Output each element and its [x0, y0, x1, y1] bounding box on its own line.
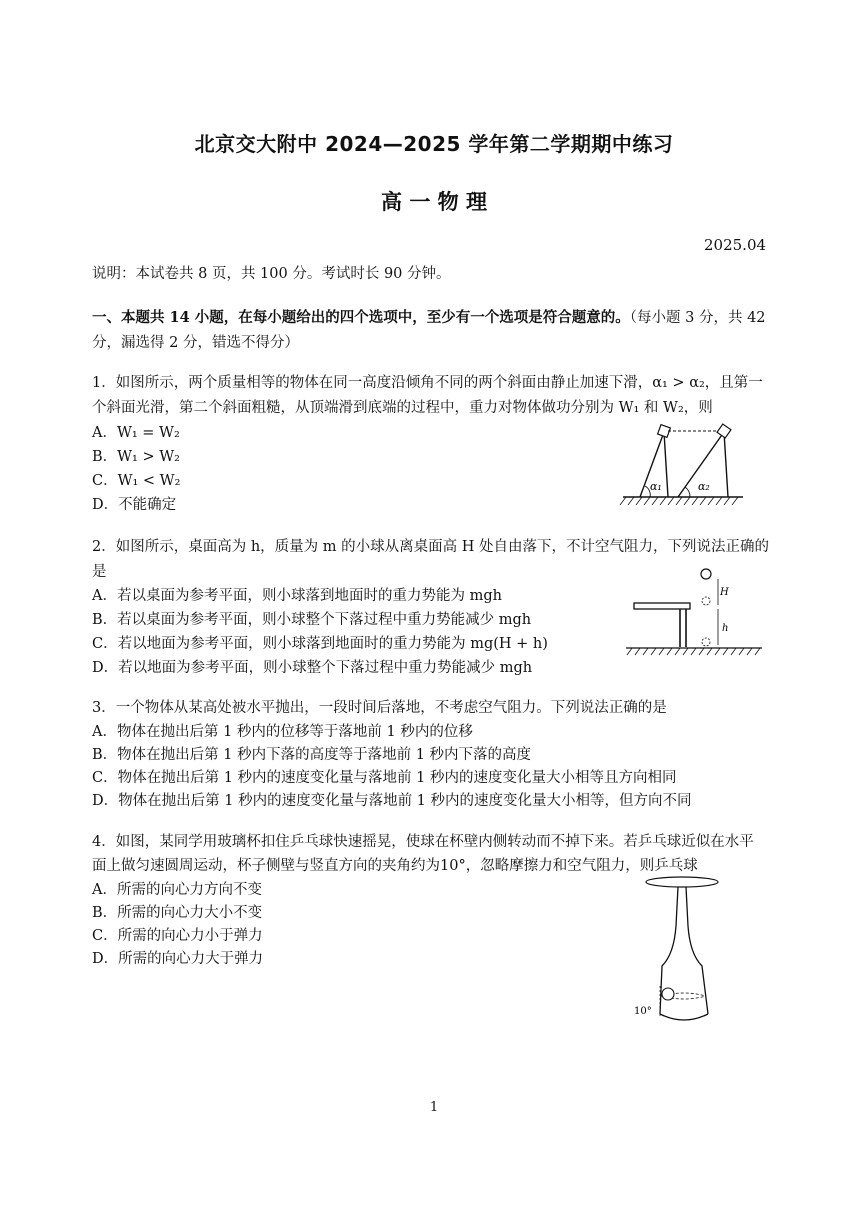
q2-fig-h: h [722, 623, 729, 634]
q1-fig-alpha2: α₂ [698, 480, 710, 493]
q1-option-a: A．W₁ = W₂ [92, 425, 180, 441]
q4-glass-figure [630, 874, 730, 1026]
q2-stem-line2: 是 [92, 564, 107, 580]
section-scoring-b: 分，漏选得 2 分，错选不得分） [92, 335, 299, 351]
q4-stem-line1: 4．如图，某同学用玻璃杯扣住乒乓球快速摇晃，使球在杯壁内侧转动而不掉下来。若乒乓球近似在水平 [92, 834, 754, 850]
section-heading-text: 一、本题共 14 小题，在每小题给出的四个选项中，至少有一个选项是符合题意的。 [92, 309, 630, 326]
q4-option-a: A．所需的向心力方向不变 [92, 882, 262, 898]
q2-stem-line1: 2．如图所示，桌面高为 h，质量为 m 的小球从离桌面高 H 处自由落下，不计空气阻力，下列说法正确的 [92, 539, 770, 555]
q4-option-b: B．所需的向心力大小不变 [92, 905, 263, 921]
q1-option-d: D．不能确定 [92, 497, 177, 513]
q3-option-c: C．物体在抛出后第 1 秒内的速度变化量与落地前 1 秒内的速度变化量大小相等且方向相同 [92, 770, 677, 786]
q2-option-a: A．若以桌面为参考平面，则小球落到地面时的重力势能为 mgh [92, 588, 502, 604]
q4-option-d: D．所需的向心力大于弹力 [92, 951, 264, 967]
exam-date: 2025.04 [704, 236, 767, 254]
q2-fig-H: H [720, 587, 729, 598]
page-number: 1 [429, 1100, 439, 1115]
q3-option-a: A．物体在抛出后第 1 秒内的位移等于落地前 1 秒内的位移 [92, 724, 473, 740]
q1-inclines-figure [618, 420, 748, 510]
q1-fig-alpha1: α₁ [650, 480, 662, 493]
section-scoring-a: （每小题 3 分，共 42 [629, 310, 766, 326]
q1-option-b: B．W₁ > W₂ [92, 449, 180, 465]
exam-note: 说明：本试卷共 8 页，共 100 分。考试时长 90 分钟。 [92, 266, 451, 282]
q3-stem-line1: 3．一个物体从某高处被水平抛出，一段时间后落地，不考虑空气阻力。下列说法正确的是 [92, 700, 667, 716]
q2-option-d: D．若以地面为参考平面，则小球整个下落过程中重力势能减少 mgh [92, 660, 533, 676]
subject-title: 高 一 物 理 [381, 190, 487, 214]
q4-option-c: C．所需的向心力小于弹力 [92, 928, 263, 944]
q3-option-b: B．物体在抛出后第 1 秒内下落的高度等于落地前 1 秒内下落的高度 [92, 747, 532, 763]
exam-title: 北京交大附中 2024—2025 学年第二学期期中练习 [194, 132, 674, 156]
section-heading [92, 306, 766, 327]
q2-option-c: C．若以地面为参考平面，则小球落到地面时的重力势能为 mg(H + h) [92, 636, 548, 652]
q4-stem-line2: 面上做匀速圆周运动，杯子侧壁与竖直方向的夹角约为10°，忽略摩擦力和空气阻力，则乒乓球 [92, 858, 698, 874]
q4-fig-angle: 10° [634, 1006, 652, 1017]
q1-option-c: C．W₁ < W₂ [92, 473, 181, 489]
q2-option-b: B．若以桌面为参考平面，则小球整个下落过程中重力势能减少 mgh [92, 612, 532, 628]
q3-option-d: D．物体在抛出后第 1 秒内的速度变化量与落地前 1 秒内的速度变化量大小相等，但方向不同 [92, 793, 692, 809]
q1-stem-line1: 1．如图所示，两个质量相等的物体在同一高度沿倾角不同的两个斜面由静止加速下滑，α₁ > α₂，且第一 [92, 375, 763, 391]
q2-table-ball-figure [620, 565, 770, 660]
q1-stem-line2: 个斜面光滑，第二个斜面粗糙，从顶端滑到底端的过程中，重力对物体做功分别为 W₁ 和 W₂，则 [92, 400, 713, 416]
